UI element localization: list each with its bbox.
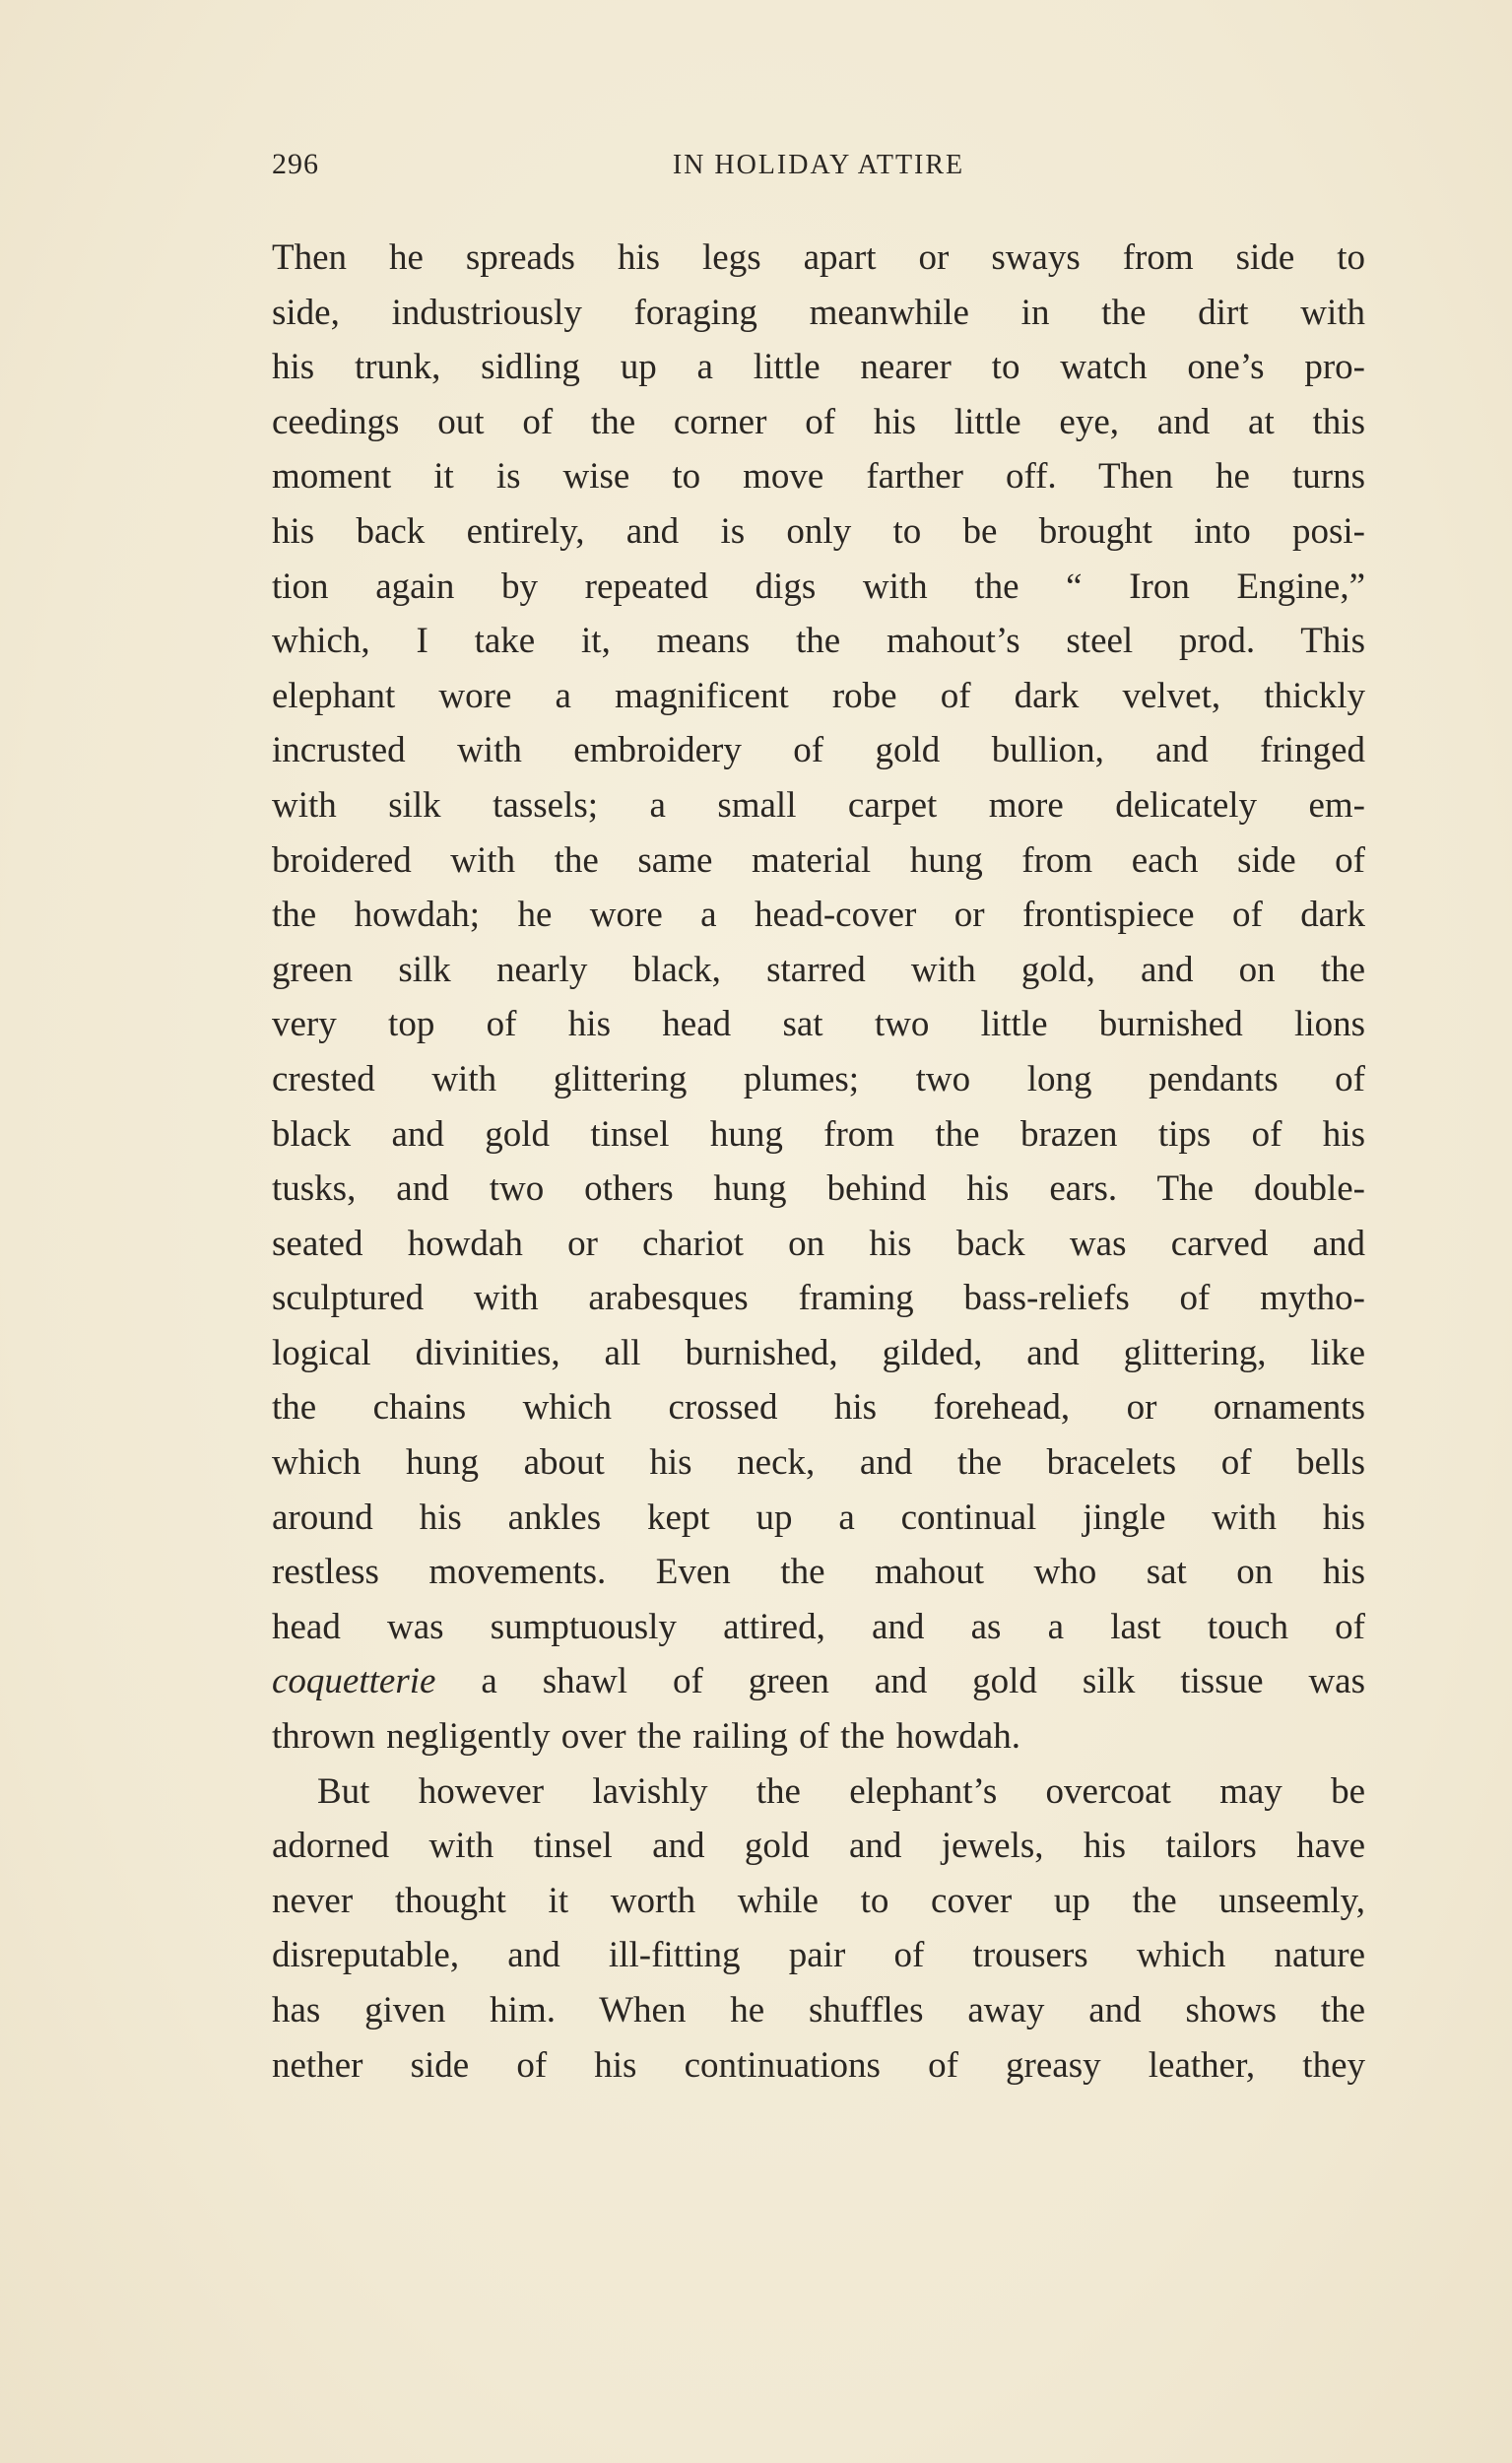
text-line: seated howdah or chariot on his back was carved and — [272, 1223, 1365, 1264]
text-line: moment it is wise to move farther off. Then he turns — [272, 456, 1365, 498]
text-line: which hung about his neck, and the bracelets of bells — [272, 1442, 1365, 1484]
running-title: IN HOLIDAY ATTIRE — [672, 150, 965, 180]
text-line: around his ankles kept up a continual jingle with his — [272, 1497, 1365, 1538]
text-line: never thought it worth while to cover up the unseemly, — [272, 1880, 1365, 1921]
text-line: broidered with the same material hung from each side of — [272, 839, 1365, 881]
text-line: crested with glittering plumes; two long pendants of — [272, 1058, 1365, 1099]
text-line: elephant wore a magnificent robe of dark velvet, thickly — [272, 675, 1365, 716]
italic-word: coquetterie — [272, 1661, 436, 1702]
text-line: logical divinities, all burnished, gilded, and glittering, like — [272, 1332, 1365, 1373]
line-remainder: a shawl of green and gold silk tissue was — [435, 1661, 1365, 1702]
text-line: side, industriously foraging meanwhile in the dirt with — [272, 292, 1365, 333]
text-line: disreputable, and ill-fitting pair of trousers which nature — [272, 1935, 1365, 1976]
text-line: nether side of his continuations of greasy leather, they — [272, 2044, 1365, 2086]
text-line: adorned with tinsel and gold and jewels, his tailors have — [272, 1826, 1365, 1867]
text-line: incrusted with embroidery of gold bullion, and fringed — [272, 730, 1365, 771]
text-line: green silk nearly black, starred with gold, and on the — [272, 949, 1365, 990]
text-line: head was sumptuously attired, and as a last touch of — [272, 1606, 1365, 1647]
text-line: his back entirely, and is only to be brought into posi- — [272, 510, 1365, 552]
text-line: has given him. When he shuffles away and shows the — [272, 1990, 1365, 2030]
text-line-italic — [272, 1654, 1365, 1709]
text-line: tusks, and two others hung behind his ears. The double- — [272, 1168, 1365, 1210]
page-number: 296 — [272, 148, 319, 180]
text-line: But however lavishly the elephant’s overcoat may be — [317, 1770, 1365, 1812]
text-line: ceedings out of the corner of his little eye, and at this — [272, 401, 1365, 442]
text-line: his trunk, sidling up a little nearer to watch one’s pro- — [272, 347, 1365, 388]
paragraph-end-line: thrown negligently over the railing of the howdah. — [272, 1716, 1020, 1758]
text-line: the chains which crossed his forehead, or ornaments — [272, 1387, 1365, 1429]
text-line: very top of his head sat two little burnished lions — [272, 1004, 1365, 1045]
text-line: tion again by repeated digs with the “ Iron Engine,” — [272, 566, 1365, 607]
text-line: Then he spreads his legs apart or sways from side to — [272, 237, 1365, 278]
page-header — [272, 148, 1365, 191]
body-text — [272, 231, 1365, 2093]
text-line: the howdah; he wore a head-cover or frontispiece of dark — [272, 895, 1365, 936]
text-line: which, I take it, means the mahout’s steel prod. This — [272, 621, 1365, 662]
text-line: black and gold tinsel hung from the brazen tips of his — [272, 1113, 1365, 1155]
text-line: restless movements. Even the mahout who sat on his — [272, 1552, 1365, 1593]
text-line: sculptured with arabesques framing bass-reliefs of mytho- — [272, 1278, 1365, 1319]
text-line: with silk tassels; a small carpet more delicately em- — [272, 784, 1365, 826]
